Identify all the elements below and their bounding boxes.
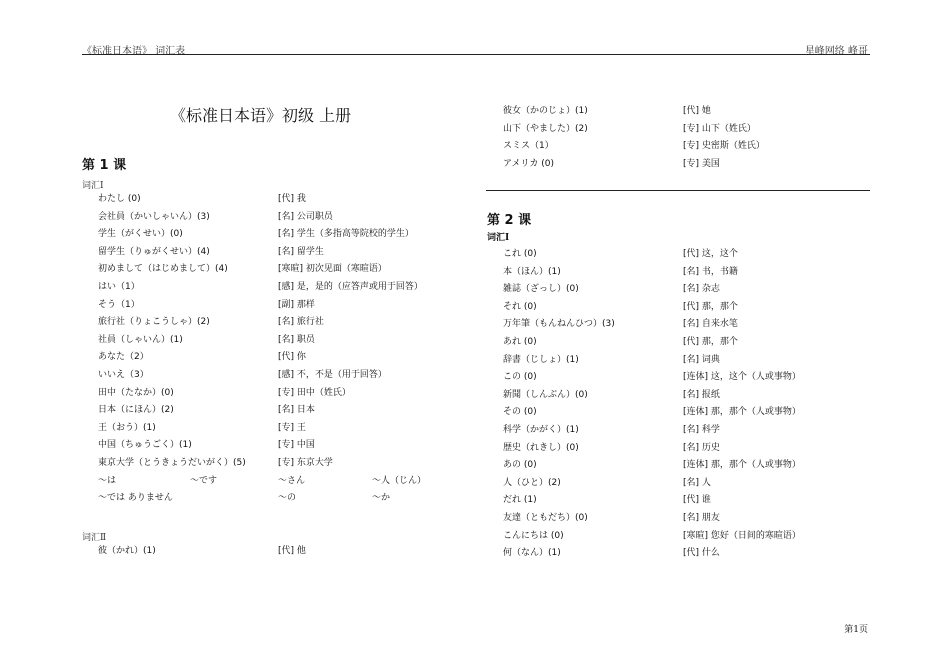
vocab-word: あれ (0) [503,337,537,347]
lesson-1-heading: 第 1 课 [82,158,127,173]
vocab-word: 本（ほん）(1) [503,266,561,277]
vocab-word: 学生（がくせい）(0) [98,229,183,240]
vocab-word: 東京大学（とうきょうだいがく）(5) [98,458,246,468]
vocab-meaning: [代] 那，那个 [683,337,738,347]
header-right: 星峰网络 峰哥 [804,46,868,57]
vocab-word: 辞書（じしょ）(1) [503,354,579,365]
vocab-word: 友達（ともだち）(0) [503,513,588,523]
vocab-meaning: [专] 美国 [683,158,720,169]
vocab-word: 人（ひと）(2) [503,477,561,488]
vocab-meaning: [名] 历史 [683,442,720,453]
vocab-meaning: [名] 公司职员 [278,211,333,222]
vocab-word: 社員（しゃいん）(1) [98,334,183,345]
vocab-word: 万年筆（もんねんひつ）(3) [503,319,615,330]
vocab-word: 日本（にほん）(2) [98,405,174,416]
vocab-meaning: [名] 科学 [683,425,720,435]
vocab-meaning: [名] 杂志 [683,284,720,295]
grammar-pattern: ～では ありません [98,493,173,504]
vocab-word: 歴史（れきし）(0) [503,442,579,453]
vocab-meaning: [专] 田中（姓氏） [278,387,351,398]
vocab-meaning: [代] 我 [278,194,306,204]
vocab-meaning: [专] 史密斯（姓氏） [683,141,765,152]
vocab-meaning: [连体] 这，这个（人或事物） [683,372,801,383]
vocab-meaning: [专] 中国 [278,440,315,451]
vocab-word: こんにちは (0) [503,530,564,541]
vocab-word: その (0) [503,407,537,418]
lesson-1-vocab-1-label: 词汇Ⅰ [82,181,104,191]
grammar-pattern: ～さん [278,475,306,486]
vocab-word: だれ (1) [503,495,537,506]
lesson-2-vocab-1-label: 词汇Ⅰ [487,233,510,243]
vocab-meaning: [专] 东京大学 [278,458,333,468]
vocab-meaning: [名] 学生（多指高等院校的学生） [278,229,414,240]
lesson-2-heading: 第 2 课 [487,213,532,228]
vocab-meaning: [副] 那样 [278,299,315,310]
vocab-meaning: [代] 她 [683,106,711,116]
page-number: 第1页 [844,625,868,635]
vocab-meaning: [名] 人 [683,477,711,488]
vocab-meaning: [寒暄] 您好（日间的寒暄语） [683,530,801,541]
vocab-meaning: [代] 这，这个 [683,249,738,259]
vocab-meaning: [名] 书，书籍 [683,266,738,277]
vocab-word: アメリカ (0) [503,158,554,169]
vocab-meaning: [名] 留学生 [278,246,324,257]
vocab-meaning: [名] 自来水笔 [683,319,738,330]
vocab-word: いいえ（3） [98,370,149,380]
vocab-meaning: [名] 词典 [683,354,720,365]
vocab-word: 雑誌（ざっし）(0) [503,284,579,295]
vocab-meaning: [名] 报纸 [683,389,720,400]
vocab-word: 新聞（しんぶん）(0) [503,389,588,400]
vocab-meaning: [名] 旅行社 [278,317,324,328]
vocab-word: それ (0) [503,301,537,312]
vocab-word: そう（1） [98,299,140,310]
vocab-meaning: [名] 朋友 [683,513,720,523]
vocab-meaning: [代] 那，那个 [683,301,738,312]
grammar-pattern: ～人（じん） [372,475,427,486]
grammar-pattern: ～の [278,493,297,504]
vocab-word: 会社員（かいしゃいん）(3) [98,211,210,222]
vocab-word: あの (0) [503,460,537,471]
vocab-meaning: [名] 日本 [278,405,315,416]
vocab-meaning: [代] 谁 [683,495,711,506]
lesson-1-vocab-2-label: 词汇Ⅱ [82,533,107,543]
header-divider [82,54,870,55]
vocab-word: 彼女（かのじょ）(1) [503,106,588,116]
vocab-word: 旅行社（りょこうしゃ）(2) [98,317,210,328]
vocab-word: わたし (0) [98,194,141,204]
vocab-meaning: [代] 什么 [683,548,720,559]
vocab-word: 初めまして（はじめまして）(4) [98,264,228,275]
document-title: 《标准日本语》初级 上册 [170,106,352,125]
vocab-word: 山下（やました）(2) [503,123,588,134]
vocab-meaning: [专] 山下（姓氏） [683,123,756,134]
vocab-meaning: [连体] 那，那个（人或事物） [683,460,801,471]
vocab-word: 王（おう）(1) [98,422,156,433]
vocab-word: 田中（たなか）(0) [98,387,174,398]
vocab-word: 留学生（りゅがくせい）(4) [98,246,210,257]
vocab-word: はい（1） [98,282,140,292]
vocab-word: 科学（かがく）(1) [503,425,579,435]
vocab-word: あなた（2） [98,352,149,363]
vocab-word: 中国（ちゅうごく）(1) [98,440,192,451]
grammar-pattern: ～か [372,493,391,504]
vocab-meaning: [代] 他 [278,546,306,556]
vocab-word: これ (0) [503,249,537,259]
grammar-pattern: ～は [98,475,117,486]
vocab-meaning: [名] 职员 [278,334,315,345]
vocab-meaning: [代] 你 [278,352,306,363]
vocab-word: この (0) [503,372,537,383]
vocab-word: 彼（かれ）(1) [98,546,156,556]
vocab-meaning: [感] 是，是的（应答声或用于回答） [278,282,423,292]
vocab-meaning: [感] 不，不是（用于回答） [278,370,387,380]
vocab-meaning: [连体] 那，那个（人或事物） [683,407,801,418]
section-divider [486,190,870,191]
vocab-word: スミス（1） [503,141,554,152]
vocab-word: 何（なん）(1) [503,548,561,559]
vocab-meaning: [专] 王 [278,422,306,433]
header-left: 《标准日本语》 词汇表 [82,46,186,57]
vocab-meaning: [寒暄] 初次见面（寒暄语） [278,264,387,275]
grammar-pattern: ～です [190,475,218,486]
